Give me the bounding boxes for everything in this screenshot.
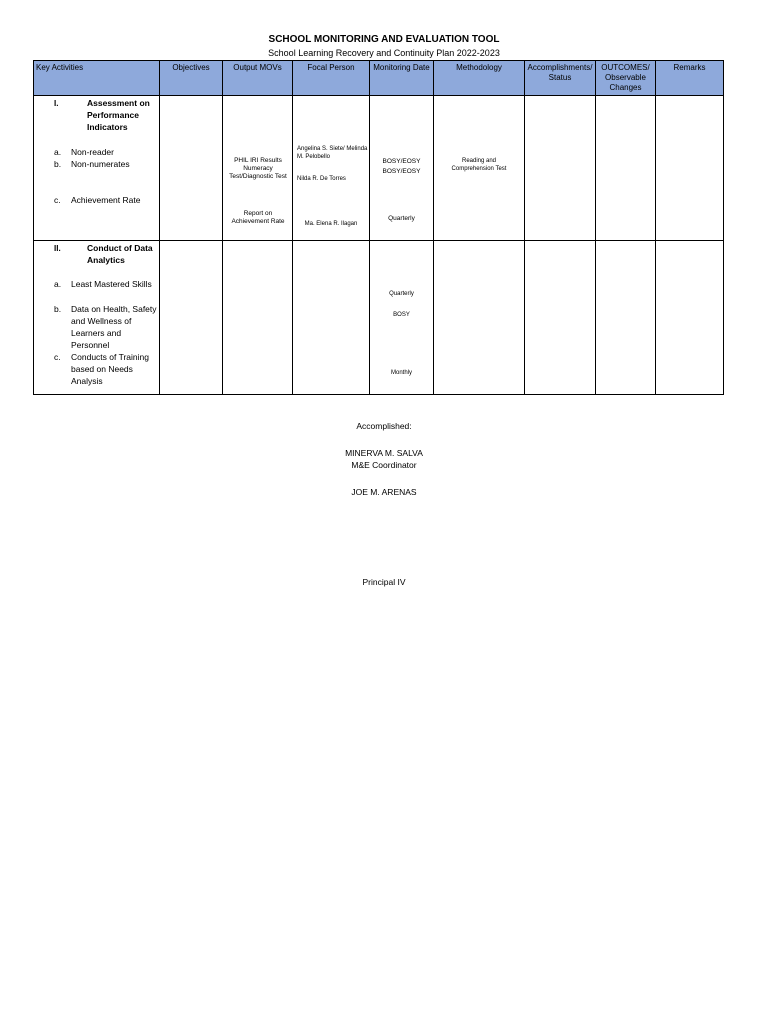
monitoring-date-cell [370,96,434,241]
outcomes-cell [596,241,656,395]
item-letter: b. [54,159,62,169]
methodology-cell [434,96,525,241]
monitoring-table [33,60,724,395]
accomplishments-cell [525,241,596,395]
section-number: II. [54,244,61,253]
monitoring-date: Quarterly [389,291,414,297]
remarks-cell [656,96,724,241]
key-activities-cell [34,241,160,395]
header-monitoring-date: Monitoring Date [370,61,434,96]
accomplishments-cell [525,96,596,241]
key-activities-cell [34,96,160,241]
signatory-name: MINERVA M. SALVA [345,448,423,458]
methodology-cell [434,241,525,395]
header-key-activities: Key Activities [34,61,160,96]
item-letter: a. [54,147,62,157]
output-mov: Report on Achievement Rate [231,210,285,225]
monitoring-date: BOSY [393,312,410,318]
signatory-name: JOE M. ARENAS [351,487,417,497]
item-text: Data on Health, Safety and Wellness of Learners and Personnel [71,304,157,350]
signatory-role: M&E Coordinator [351,460,417,470]
section-title: Assessment on Performance Indicators [87,98,150,132]
table-row [34,241,724,395]
focal-person: Ma. Elena R. Ilagan [304,221,358,227]
remarks-cell [656,241,724,395]
signatory-role: Principal IV [362,577,406,587]
section-title: Conduct of Data Analytics [87,243,153,265]
item-text: Non-numerates [71,159,130,169]
monitoring-date: Monthly [390,370,412,376]
output-movs-cell [223,241,293,395]
item-text: Achievement Rate [71,195,141,205]
item-letter: c. [54,352,61,362]
accomplished-label: Accomplished: [356,421,412,431]
focal-person-cell [293,96,370,241]
section-number: I. [54,99,59,108]
output-mov: PHIL IRI Results Numeracy Test/Diagnostic Test [229,157,287,180]
table-row [34,96,724,241]
header-objectives: Objectives [160,61,223,96]
objectives-cell [160,96,223,241]
header-outcomes: OUTCOMES/ Observable Changes [596,61,656,96]
monitoring-date: BOSY/EOSY [382,168,421,175]
header-row [34,61,724,96]
monitoring-date: BOSY/EOSY [382,158,421,165]
monitoring-date: Quarterly [388,215,415,222]
header-methodology: Methodology [434,61,525,96]
item-text: Least Mastered Skills [71,279,152,289]
item-letter: c. [54,195,61,205]
item-text: Non-reader [71,147,114,157]
focal-person: Nilda R. De Torres [297,176,346,182]
objectives-cell [160,241,223,395]
header-focal-person: Focal Person [293,61,370,96]
focal-person: Angelina S. Siete/ Melinda M. Pelobello [297,146,368,160]
item-letter: b. [54,304,62,314]
header-remarks: Remarks [656,61,724,96]
document-title: SCHOOL MONITORING AND EVALUATION TOOL [268,34,500,45]
document-subtitle: School Learning Recovery and Continuity Plan 2022-2023 [268,48,500,58]
outcomes-cell [596,96,656,241]
monitoring-date-cell [370,241,434,395]
item-letter: a. [54,279,62,289]
header-accomplishments: Accomplishments/ Status [525,61,596,96]
methodology: Reading and Comprehension Test [451,158,507,172]
item-text: Conducts of Training based on Needs Analysis [71,352,149,386]
header-output-movs: Output MOVs [223,61,293,96]
output-movs-cell [223,96,293,241]
focal-person-cell [293,241,370,395]
